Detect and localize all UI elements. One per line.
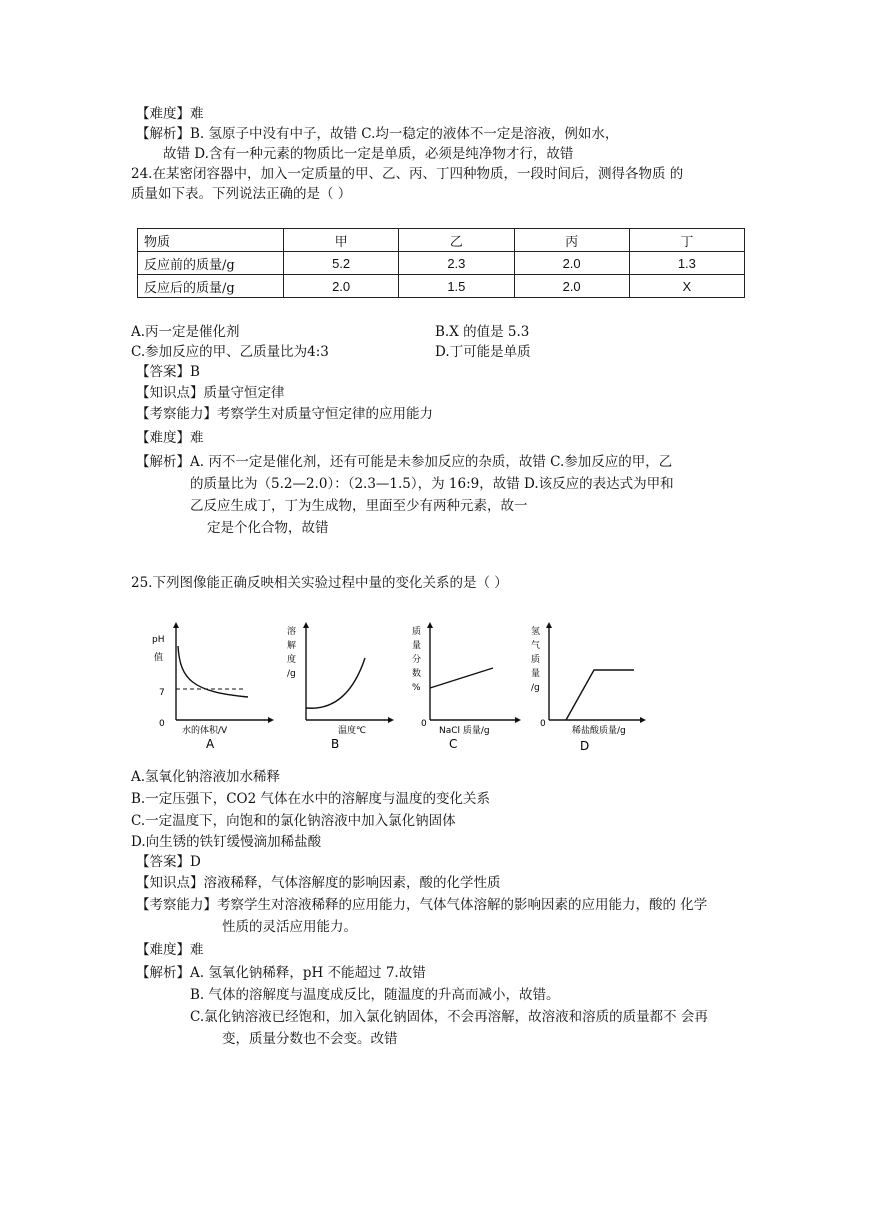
graph-d-ylabel: /g bbox=[531, 683, 540, 693]
q24-analysis-line2: 的质量比为（5.2—2.0）：（2.3—1.5），为 16:9，故错 D.该反应的表达式为甲和 bbox=[190, 476, 674, 492]
table-row bbox=[138, 275, 745, 298]
graph-b-ylabel: 溶 bbox=[287, 627, 297, 637]
q24-option-d: D.丁可能是单质 bbox=[435, 344, 531, 360]
graph-d-xlabel: 稀盐酸质量/g bbox=[572, 726, 626, 736]
table-header-cell: 丙 bbox=[514, 229, 629, 252]
table-header-cell: 物质 bbox=[138, 229, 284, 252]
q24-stem-line2: 质量如下表。下列说法正确的是（ ） bbox=[131, 186, 352, 202]
q25-analysis-line2: B. 气体的溶解度与温度成反比，随温度的升高而减小，故错。 bbox=[190, 987, 560, 1003]
table-row bbox=[138, 252, 745, 275]
graph-d-letter: D bbox=[580, 739, 590, 753]
graph-a-svg bbox=[148, 620, 278, 755]
q23-difficulty: 【难度】难 bbox=[136, 106, 204, 122]
graph-d-ylabel: 气 bbox=[531, 641, 541, 651]
graph-b bbox=[283, 620, 403, 759]
graph-b-curve bbox=[306, 658, 365, 708]
graph-c-x-arrow bbox=[515, 717, 521, 723]
graph-a bbox=[148, 620, 278, 759]
graph-c-letter: C bbox=[449, 737, 458, 751]
q24-option-b: B.X 的值是 5.3 bbox=[435, 324, 530, 340]
table-header-row bbox=[138, 229, 745, 252]
q25-analysis-line1: 【解析】A. 氢氧化钠稀释，pH 不能超过 7.故错 bbox=[136, 965, 426, 981]
q25-answer: 【答案】D bbox=[136, 854, 201, 870]
q24-analysis-line3: 乙反应生成丁，丁为生成物，里面至少有两种元素，故一 bbox=[190, 498, 528, 514]
q23-analysis-line2: 故错 D.含有一种元素的物质比一定是单质，必须是纯净物才行，故错 bbox=[163, 146, 574, 162]
q25-knowledge-point: 【知识点】溶液稀释，气体溶解度的影响因素，酸的化学性质 bbox=[136, 875, 501, 891]
graph-c-ylabel: 量 bbox=[412, 641, 422, 651]
table-header-cell: 甲 bbox=[284, 229, 399, 252]
graph-d-ylabel: 量 bbox=[531, 669, 541, 679]
graph-a-tick-7: 7 bbox=[159, 688, 165, 698]
q24-answer: 【答案】B bbox=[136, 364, 200, 380]
q23-analysis-line1: 【解析】B. 氢原子中没有中子，故错 C.均一稳定的液体不一定是溶液，例如水， bbox=[136, 126, 619, 142]
table-header-cell: 丁 bbox=[629, 229, 744, 252]
q25-analysis-line3: C.氯化钠溶液已经饱和，加入氯化钠固体，不会再溶解，故溶液和溶质的质量都不 会再 bbox=[190, 1009, 708, 1025]
graph-c-ylabel: 数 bbox=[412, 669, 422, 679]
graph-a-x-arrow bbox=[268, 717, 274, 723]
graph-c-xlabel: NaCl 质量/g bbox=[439, 726, 490, 736]
graph-b-x-arrow bbox=[388, 717, 394, 723]
graph-b-xlabel: 温度℃ bbox=[338, 726, 367, 736]
q25-stem: 25.下列图像能正确反映相关实验过程中量的变化关系的是（ ） bbox=[131, 575, 508, 591]
table-cell: 2.0 bbox=[514, 252, 629, 275]
q25-option-a: A.氢氧化钠溶液加水稀释 bbox=[131, 769, 281, 785]
graph-b-ylabel: 度 bbox=[287, 655, 297, 665]
graph-c bbox=[403, 620, 528, 759]
graph-a-origin: 0 bbox=[159, 719, 165, 729]
table-cell: 2.0 bbox=[514, 275, 629, 298]
table-row-label: 反应后的质量/g bbox=[138, 275, 284, 298]
graph-d-line bbox=[566, 670, 634, 720]
graph-d-x-arrow bbox=[640, 717, 646, 723]
table-row-label: 反应前的质量/g bbox=[138, 252, 284, 275]
q24-analysis-line1: 【解析】A. 丙不一定是催化剂，还有可能是未参加反应的杂质，故错 C.参加反应的甲，乙 bbox=[136, 454, 673, 470]
table-cell: 1.5 bbox=[399, 275, 514, 298]
q24-option-c: C.参加反应的甲、乙质量比为4:3 bbox=[131, 344, 329, 360]
q25-ability-line1: 【考察能力】考察学生对溶液稀释的应用能力，气体气体溶解的影响因素的应用能力，酸的 化学 bbox=[136, 897, 708, 913]
q24-difficulty: 【难度】难 bbox=[136, 430, 204, 446]
graph-c-svg bbox=[403, 620, 528, 755]
graph-c-y-arrow bbox=[427, 622, 433, 628]
graph-b-letter: B bbox=[331, 737, 340, 751]
graph-a-xlabel: 水的体积/V bbox=[182, 726, 228, 736]
graph-c-ylabel: 分 bbox=[412, 655, 422, 665]
q24-option-a: A.丙一定是催化剂 bbox=[131, 324, 240, 340]
graph-c-ylabel: % bbox=[412, 683, 421, 693]
graph-a-letter: A bbox=[206, 737, 215, 751]
q25-option-c: C.一定温度下，向饱和的氯化钠溶液中加入氯化钠固体 bbox=[131, 813, 456, 829]
table-cell: X bbox=[629, 275, 744, 298]
table-cell: 2.0 bbox=[284, 275, 399, 298]
q25-ability-line2: 性质的灵活应用能力。 bbox=[222, 919, 357, 935]
graph-b-ylabel: 解 bbox=[287, 641, 297, 651]
table-cell: 2.3 bbox=[399, 252, 514, 275]
graph-c-line bbox=[430, 668, 493, 688]
graph-a-ylabel-1: pH bbox=[152, 635, 165, 645]
q25-option-b: B.一定压强下，CO2 气体在水中的溶解度与温度的变化关系 bbox=[131, 791, 490, 807]
graph-b-svg bbox=[283, 620, 403, 755]
graph-d-origin: 0 bbox=[540, 719, 546, 729]
table-cell: 1.3 bbox=[629, 252, 744, 275]
graph-a-ylabel-2: 值 bbox=[154, 653, 164, 663]
q24-ability: 【考察能力】考察学生对质量守恒定律的应用能力 bbox=[136, 406, 433, 422]
graph-d-ylabel: 质 bbox=[531, 655, 541, 665]
q24-mass-table bbox=[137, 228, 745, 298]
graph-b-y-arrow bbox=[303, 622, 309, 628]
q25-analysis-line4: 变，质量分数也不会变。改错 bbox=[222, 1031, 398, 1047]
graph-c-origin: 0 bbox=[421, 719, 427, 729]
table-cell: 5.2 bbox=[284, 252, 399, 275]
graph-d bbox=[528, 620, 653, 759]
graph-c-ylabel: 质 bbox=[412, 627, 422, 637]
q24-knowledge-point: 【知识点】质量守恒定律 bbox=[136, 385, 285, 401]
q24-analysis-line4: 定是个化合物，故错 bbox=[207, 520, 329, 536]
graph-d-svg bbox=[528, 620, 653, 755]
graph-d-ylabel: 氢 bbox=[531, 627, 541, 637]
graph-b-ylabel: /g bbox=[287, 669, 296, 679]
q24-stem-line1: 24.在某密闭容器中，加入一定质量的甲、乙、丙、丁四种物质，一段时间后，测得各物质 的 bbox=[131, 166, 684, 182]
q25-option-d: D.向生锈的铁钉缓慢滴加稀盐酸 bbox=[131, 834, 322, 850]
graph-d-y-arrow bbox=[546, 622, 552, 628]
q25-difficulty: 【难度】难 bbox=[136, 942, 204, 958]
graph-a-y-arrow bbox=[173, 622, 179, 628]
table-header-cell: 乙 bbox=[399, 229, 514, 252]
